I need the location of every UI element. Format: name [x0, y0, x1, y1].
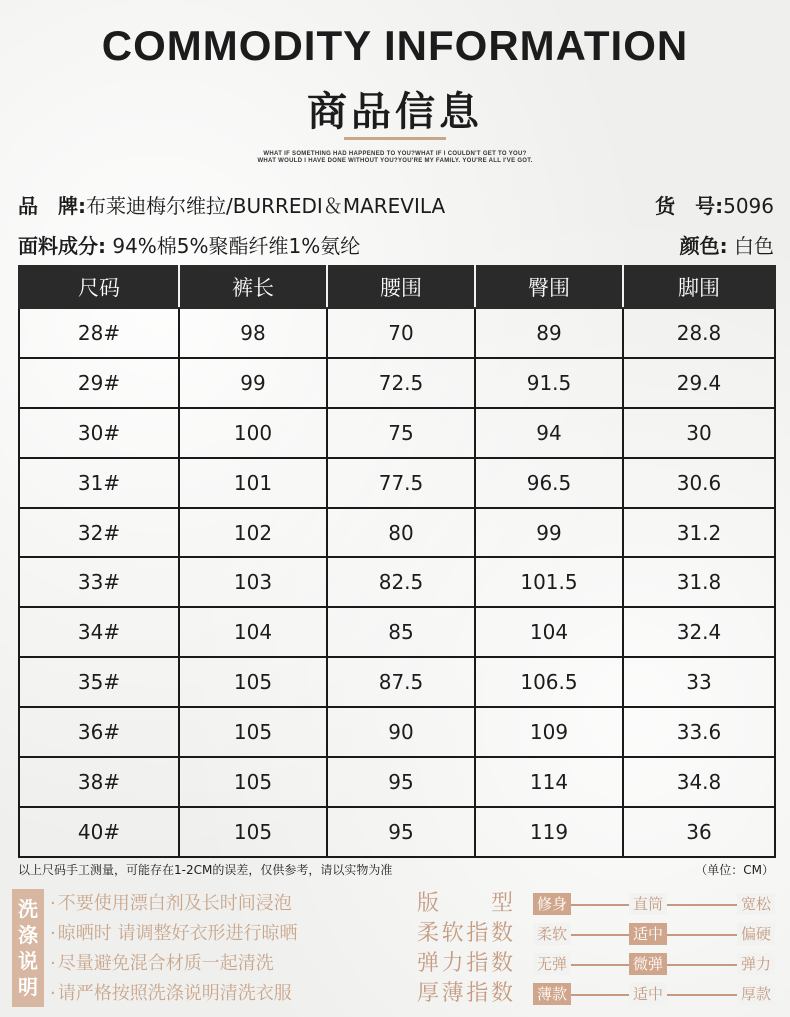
table-cell: 28# — [19, 308, 179, 358]
table-cell: 28.8 — [623, 308, 775, 358]
color-label: 颜色: — [679, 234, 728, 258]
table-cell: 106.5 — [475, 657, 623, 707]
table-cell: 33.6 — [623, 707, 775, 757]
attribute-option: 弹力 — [737, 953, 775, 975]
table-cell: 31.8 — [623, 557, 775, 607]
attribute-option: 适中 — [629, 983, 667, 1005]
table-cell: 29# — [19, 358, 179, 408]
attribute-option: 直筒 — [629, 893, 667, 915]
table-row — [19, 707, 775, 757]
info-row-brand — [18, 191, 774, 221]
table-cell: 36 — [623, 807, 775, 857]
attribute-option-selected: 薄款 — [533, 983, 571, 1005]
item-number-value: 5096 — [723, 194, 774, 218]
table-cell: 105 — [179, 757, 327, 807]
attribute-option-selected: 修身 — [533, 893, 571, 915]
attribute-name: 弹力指数 — [417, 951, 513, 976]
product-attributes — [417, 889, 775, 1009]
item-number — [655, 191, 774, 221]
attribute-row — [417, 979, 775, 1009]
table-row — [19, 458, 775, 508]
table-cell: 96.5 — [475, 458, 623, 508]
table-cell: 36# — [19, 707, 179, 757]
table-cell: 85 — [327, 607, 475, 657]
wash-item: · 晾晒时 请调整好衣形进行晾晒 — [50, 919, 297, 949]
table-cell: 99 — [475, 508, 623, 558]
attribute-option: 宽松 — [737, 893, 775, 915]
table-cell: 31.2 — [623, 508, 775, 558]
info-row-fabric — [18, 231, 774, 261]
table-cell: 77.5 — [327, 458, 475, 508]
table-row — [19, 408, 775, 458]
table-cell: 95 — [327, 757, 475, 807]
table-cell: 102 — [179, 508, 327, 558]
attribute-name: 柔软指数 — [417, 921, 513, 946]
table-row — [19, 308, 775, 358]
table-row — [19, 807, 775, 857]
header-hip: 臀围 — [475, 266, 623, 308]
brand-value: 布莱迪梅尔维拉/BURREDI＆MAREVILA — [86, 194, 446, 218]
table-cell: 75 — [327, 408, 475, 458]
table-cell: 95 — [327, 807, 475, 857]
table-cell: 99 — [179, 358, 327, 408]
table-cell: 94 — [475, 408, 623, 458]
fabric-label: 面料成分: — [18, 234, 106, 258]
attribute-option: 无弹 — [533, 953, 571, 975]
table-cell: 101.5 — [475, 557, 623, 607]
unit-note: （单位：CM） — [695, 863, 774, 877]
size-table — [18, 265, 776, 858]
attribute-option-selected: 适中 — [629, 923, 667, 945]
table-cell: 32# — [19, 508, 179, 558]
tagline-line-2: WHAT WOULD I HAVE DONE WITHOUT YOU?YOU'RE MY FAMILY. YOU'RE ALL I'VE GOT. — [257, 158, 533, 164]
attribute-option: 柔软 — [533, 923, 571, 945]
table-cell: 87.5 — [327, 657, 475, 707]
table-row — [19, 557, 775, 607]
header-length: 裤长 — [179, 266, 327, 308]
measurement-note: 以上尺码手工测量，可能存在1-2CM的误差，仅供参考，请以实物为准 — [18, 863, 393, 877]
wash-instructions-list — [50, 889, 297, 1009]
attribute-name: 厚薄指数 — [417, 981, 513, 1006]
badge-char: 说 — [18, 949, 38, 973]
size-table-header — [19, 266, 775, 308]
table-cell: 98 — [179, 308, 327, 358]
tagline-line-1: WHAT IF SOMETHING HAD HAPPENED TO YOU?WHAT IF I COULDN'T GET TO YOU? — [263, 151, 527, 157]
table-cell: 90 — [327, 707, 475, 757]
fabric-value: 94%棉5%聚酯纤维1%氨纶 — [106, 234, 361, 258]
header-size: 尺码 — [19, 266, 179, 308]
table-cell: 105 — [179, 807, 327, 857]
title-chinese: 商品信息 — [307, 89, 483, 135]
table-cell: 114 — [475, 757, 623, 807]
table-cell: 89 — [475, 308, 623, 358]
table-row — [19, 607, 775, 657]
attribute-row — [417, 889, 775, 919]
table-cell: 30# — [19, 408, 179, 458]
table-cell: 32.4 — [623, 607, 775, 657]
table-cell: 30 — [623, 408, 775, 458]
title-english: COMMODITY INFORMATION — [101, 22, 689, 69]
attribute-option-selected: 微弹 — [629, 953, 667, 975]
table-cell: 33 — [623, 657, 775, 707]
table-cell: 34.8 — [623, 757, 775, 807]
table-cell: 33# — [19, 557, 179, 607]
table-cell: 34# — [19, 607, 179, 657]
color-value: 白色 — [727, 234, 774, 258]
table-cell: 72.5 — [327, 358, 475, 408]
attribute-option: 厚款 — [737, 983, 775, 1005]
table-cell: 35# — [19, 657, 179, 707]
badge-char: 涤 — [18, 923, 38, 947]
title-divider — [344, 137, 446, 140]
table-cell: 105 — [179, 707, 327, 757]
table-cell: 101 — [179, 458, 327, 508]
table-cell: 82.5 — [327, 557, 475, 607]
wash-item: · 请严格按照洗涤说明清洗衣服 — [50, 979, 297, 1009]
header-hem: 脚围 — [623, 266, 775, 308]
table-cell: 40# — [19, 807, 179, 857]
table-cell: 70 — [327, 308, 475, 358]
badge-char: 洗 — [18, 897, 38, 921]
header-waist: 腰围 — [327, 266, 475, 308]
table-cell: 91.5 — [475, 358, 623, 408]
color-info — [680, 231, 774, 261]
wash-item: · 尽量避免混合材质一起清洗 — [50, 949, 297, 979]
table-row — [19, 657, 775, 707]
table-row — [19, 508, 775, 558]
table-cell: 104 — [179, 607, 327, 657]
badge-char: 明 — [18, 975, 38, 999]
attribute-row — [417, 919, 775, 949]
table-cell: 38# — [19, 757, 179, 807]
table-cell: 31# — [19, 458, 179, 508]
attribute-row — [417, 949, 775, 979]
attribute-name: 版型 — [417, 891, 513, 916]
table-cell: 30.6 — [623, 458, 775, 508]
table-cell: 104 — [475, 607, 623, 657]
table-row — [19, 757, 775, 807]
item-number-label: 货 号: — [655, 194, 724, 218]
brand-label: 品 牌: — [18, 194, 86, 218]
table-cell: 80 — [327, 508, 475, 558]
table-cell: 105 — [179, 657, 327, 707]
table-cell: 103 — [179, 557, 327, 607]
size-table-body — [19, 308, 775, 857]
table-cell: 29.4 — [623, 358, 775, 408]
wash-instructions-badge — [12, 889, 44, 1007]
wash-item: · 不要使用漂白剂及长时间浸泡 — [50, 889, 297, 919]
table-row — [19, 358, 775, 408]
table-cell: 109 — [475, 707, 623, 757]
table-cell: 100 — [179, 408, 327, 458]
attribute-option: 偏硬 — [737, 923, 775, 945]
table-cell: 119 — [475, 807, 623, 857]
